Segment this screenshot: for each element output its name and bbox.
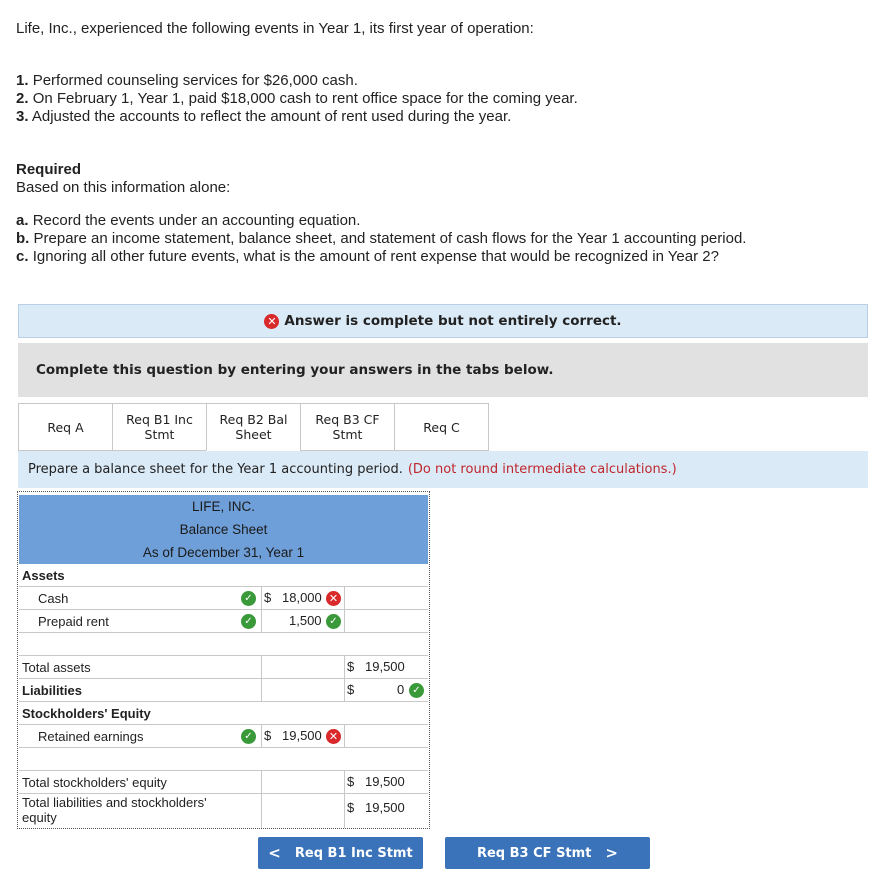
tab-req-b2[interactable]: Req B2 Bal Sheet [206,403,301,451]
company-name: LIFE, INC. [19,495,428,518]
requirement-c: c. Ignoring all other future events, what is the amount of rent expense that would be recognized in Year 2? [16,248,719,265]
se-heading-row [19,702,428,725]
tab-instruction-note: (Do not round intermediate calculations.) [407,462,677,477]
total-assets-value: 19,500 [365,659,405,674]
statement-date: As of December 31, Year 1 [19,541,428,564]
requirement-tabs [18,403,489,451]
prev-tab-button[interactable]: < Req B1 Inc Stmt [258,837,423,869]
error-icon: ✕ [264,314,279,329]
check-icon: ✓ [241,729,256,744]
blank-row [19,633,428,656]
retained-earnings-row [19,725,428,748]
total-se-row [19,771,428,794]
tab-req-a[interactable]: Req A [18,403,113,451]
answer-status-banner [18,304,868,338]
retained-earnings-input[interactable]: 19,500 [282,728,322,743]
total-assets-label: Total assets [22,660,91,675]
check-icon: ✓ [409,683,424,698]
statement-title: Balance Sheet [19,518,428,541]
tab-instruction: Prepare a balance sheet for the Year 1 accounting period. [28,462,403,477]
error-icon: ✕ [326,591,341,606]
cash-input[interactable]: 18,000 [282,590,322,605]
total-se-value: 19,500 [365,774,405,789]
assets-row [19,564,428,587]
tab-req-b3[interactable]: Req B3 CF Stmt [300,403,395,451]
error-icon: ✕ [326,729,341,744]
liabilities-label: Liabilities [22,683,82,698]
instructions-bar [18,343,868,397]
cash-dollar: $ [264,590,272,605]
event-2: 2. On February 1, Year 1, paid $18,000 cash to rent office space for the coming year. [16,90,578,107]
retained-earnings-label: Retained earnings [38,729,144,744]
cash-label: Cash [38,591,69,606]
event-1: 1. Performed counseling services for $26,000 cash. [16,72,358,89]
instructions-text: Complete this question by entering your answers in the tabs below. [36,362,554,378]
chevron-left-icon: < [268,844,281,862]
required-title: Required [16,161,82,178]
total-se-label: Total stockholders' equity [22,775,167,790]
required-sub: Based on this information alone: [16,179,231,196]
requirement-b: b. Prepare an income statement, balance sheet, and statement of cash flows for the Year 1 accounting period. [16,230,747,247]
total-assets-dollar: $ [347,659,355,674]
cash-row [19,587,428,610]
prepaid-rent-row [19,610,428,633]
prepaid-rent-input[interactable]: 1,500 [289,613,322,628]
liabilities-row [19,679,428,702]
prepaid-rent-label: Prepaid rent [38,614,109,629]
next-tab-button[interactable]: Req B3 CF Stmt > [445,837,650,869]
balance-sheet [17,491,430,829]
tab-req-c[interactable]: Req C [394,403,489,451]
total-le-value: 19,500 [365,800,405,815]
chevron-right-icon: > [605,844,618,862]
tab-req-b1[interactable]: Req B1 Inc Stmt [112,403,207,451]
tab-instruction-bar [18,451,868,488]
liabilities-dollar: $ [347,682,355,697]
retained-earnings-dollar: $ [264,728,272,743]
stockholders-equity-label: Stockholders' Equity [22,706,151,721]
answer-status-text: Answer is complete but not entirely correct. [284,313,622,329]
requirement-a: a. Record the events under an accounting equation. [16,212,361,229]
check-icon: ✓ [241,591,256,606]
check-icon: ✓ [241,614,256,629]
intro-text: Life, Inc., experienced the following events in Year 1, its first year of operation: [16,20,534,37]
liabilities-input[interactable]: 0 [397,682,405,697]
total-le-label: Total liabilities and stockholders' equity [22,795,207,825]
event-3: 3. Adjusted the accounts to reflect the amount of rent used during the year. [16,108,512,125]
check-icon: ✓ [326,614,341,629]
total-le-row [19,794,428,828]
total-assets-row [19,656,428,679]
total-le-dollar: $ [347,800,355,815]
blank-row [19,748,428,771]
assets-label: Assets [22,568,65,583]
total-se-dollar: $ [347,774,355,789]
